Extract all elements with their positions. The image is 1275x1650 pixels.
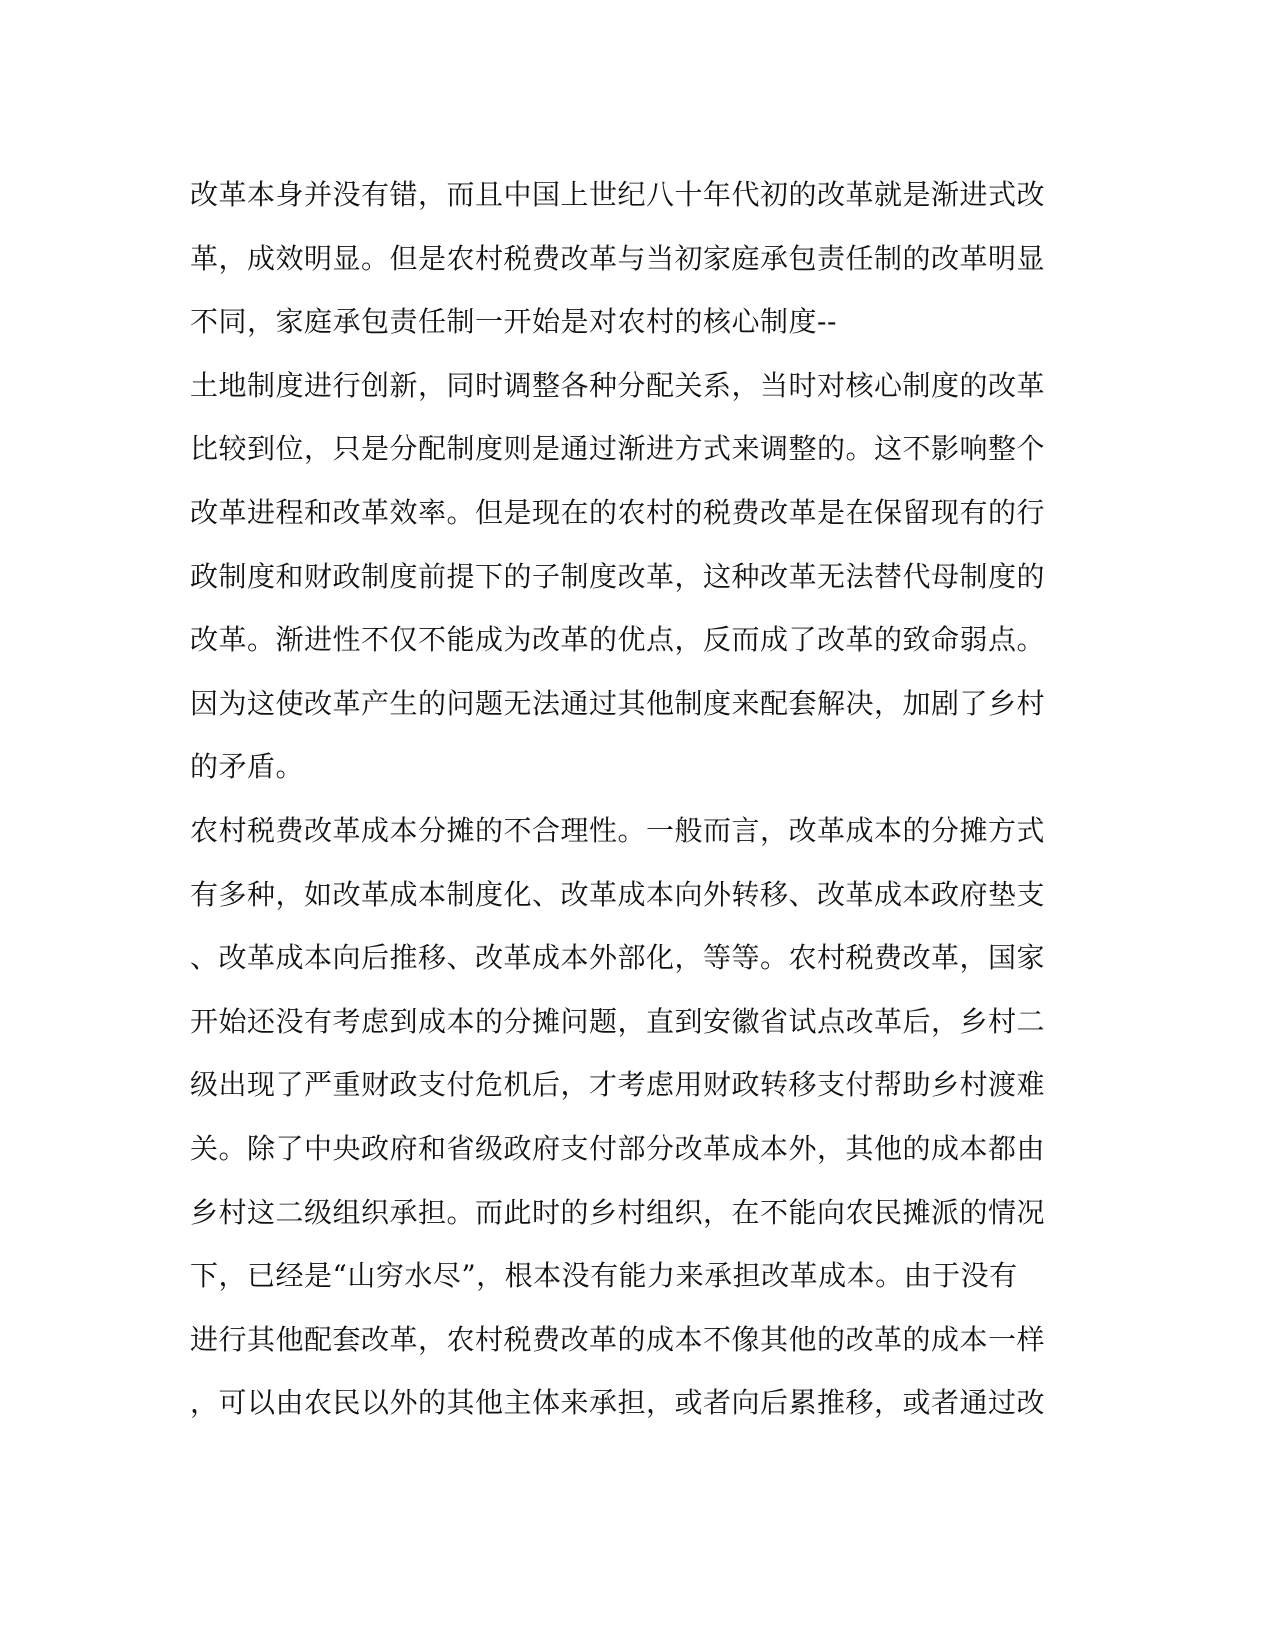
text-line: 农村税费改革成本分摊的不合理性。一般而言，改革成本的分摊方式 (190, 813, 1046, 847)
text-line: 级出现了严重财政支付危机后，才考虑用财政转移支付帮助乡村渡难 (190, 1068, 1046, 1102)
text-line: 改革进程和改革效率。但是现在的农村的税费改革是在保留现有的行 (190, 495, 1046, 529)
text-line: 革，成效明显。但是农村税费改革与当初家庭承包责任制的改革明显 (190, 241, 1046, 275)
text-line: 不同，家庭承包责任制一开始是对农村的核心制度-- (190, 305, 837, 339)
text-line: ，可以由农民以外的其他主体来承担，或者向后累推移，或者通过改 (190, 1386, 1046, 1420)
text-line: 土地制度进行创新，同时调整各种分配关系，当时对核心制度的改革 (190, 368, 1046, 402)
text-line: 比较到位，只是分配制度则是通过渐进方式来调整的。这不影响整个 (190, 432, 1046, 466)
body-text (190, 163, 1075, 1435)
text-line: 开始还没有考虑到成本的分摊问题，直到安徽省试点改革后，乡村二 (190, 1004, 1046, 1038)
text-line: 的矛盾。 (190, 750, 305, 784)
text-line: 有多种，如改革成本制度化、改革成本向外转移、改革成本政府垫支 (190, 877, 1046, 911)
text-line: 、改革成本向后推移、改革成本外部化，等等。农村税费改革，国家 (190, 941, 1046, 975)
text-line: 改革本身并没有错，而且中国上世纪八十年代初的改革就是渐进式改 (190, 178, 1046, 211)
text-line: 关。除了中央政府和省级政府支付部分改革成本外，其他的成本都由 (190, 1131, 1046, 1165)
text-line: 下，已经是“山穷水尽”，根本没有能力来承担改革成本。由于没有 (190, 1259, 1018, 1293)
text-line: 改革。渐进性不仅不能成为改革的优点，反而成了改革的致命弱点。 (190, 623, 1046, 657)
text-line: 政制度和财政制度前提下的子制度改革，这种改革无法替代母制度的 (190, 559, 1046, 593)
text-line: 因为这使改革产生的问题无法通过其他制度来配套解决，加剧了乡村 (190, 686, 1046, 720)
text-line: 进行其他配套改革，农村税费改革的成本不像其他的改革的成本一样 (190, 1322, 1046, 1356)
text-line: 乡村这二级组织承担。而此时的乡村组织，在不能向农民摊派的情况 (190, 1195, 1046, 1229)
